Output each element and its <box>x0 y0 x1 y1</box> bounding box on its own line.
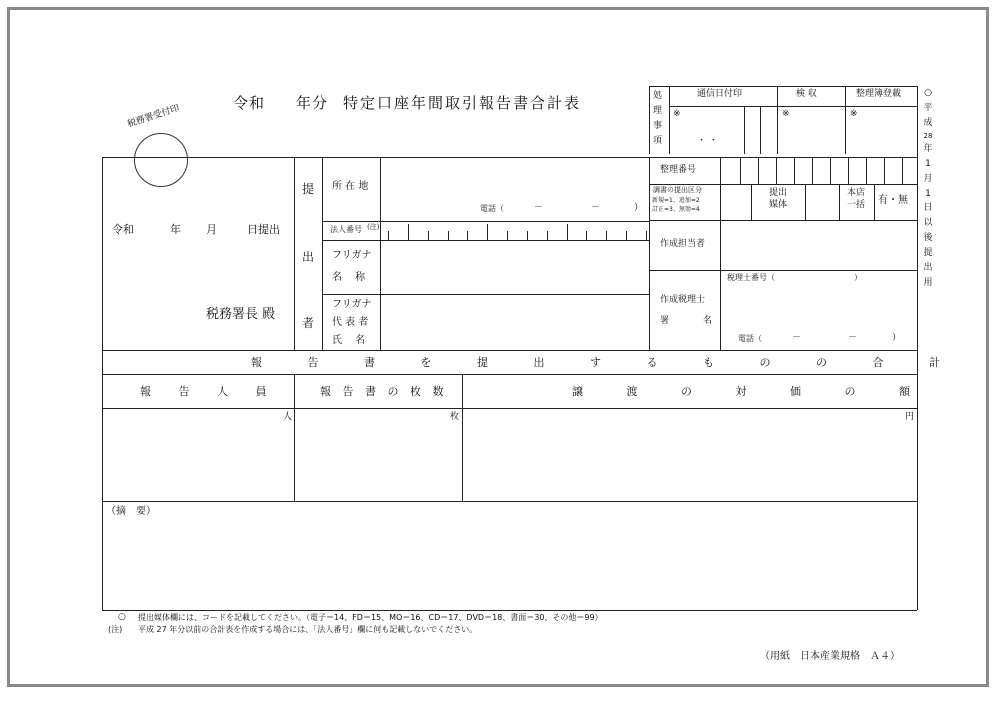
side-vertical-char: 以 <box>923 218 933 229</box>
seiri-cell-divider <box>740 157 741 184</box>
furigana-label-1: フリガナ <box>332 250 372 261</box>
seiri-cell-divider <box>902 157 903 184</box>
remarks-label: （摘 要） <box>106 506 156 517</box>
digit-box-divider <box>527 231 528 240</box>
unit-yen: 円 <box>905 412 915 422</box>
digit-box-divider <box>567 224 568 240</box>
kenshu-label: 検 収 <box>796 89 817 99</box>
teishutsusha-2: 出 <box>302 250 315 264</box>
date-nen: 年 <box>170 223 181 236</box>
teishutsu-baitai-1: 提出 <box>769 188 788 198</box>
seiri-cell-divider <box>884 157 885 184</box>
year-suffix: 年分 <box>296 94 329 112</box>
zeirishi-phone-close: ） <box>892 333 902 343</box>
honten-1: 本店 <box>847 188 866 198</box>
shimei-label: 氏 名 <box>332 335 366 346</box>
teishutsu-baitai-2: 媒体 <box>769 200 788 210</box>
side-vertical-char: 日 <box>923 203 933 214</box>
digit-box-divider <box>547 231 548 240</box>
side-vertical-char: 後 <box>923 233 933 244</box>
umu-choice[interactable]: 有・無 <box>878 195 908 206</box>
shori-3: 事 <box>653 121 663 131</box>
shozaichi-label: 所 在 地 <box>332 181 369 192</box>
side-vertical-char: 平 <box>923 102 933 113</box>
sakusei-tanto-label: 作成担当者 <box>660 239 706 249</box>
digit-box-divider <box>448 231 449 240</box>
date-tsuki: 月 <box>206 223 217 236</box>
seiri-cell-divider <box>776 157 777 184</box>
teishutsusha-3: 者 <box>302 316 315 330</box>
seiri-cell-divider <box>866 157 867 184</box>
honten-2: 一括 <box>847 200 866 210</box>
digit-box-divider <box>646 231 647 240</box>
shomei-1: 署 <box>660 316 670 326</box>
side-vertical-char: 用 <box>923 277 933 288</box>
date-reiwa: 令和 <box>112 223 134 236</box>
submitter-phone-dash1: － <box>534 203 544 213</box>
date-teishutsu: 日提出 <box>247 223 280 236</box>
reiwa-label: 令和 <box>233 94 266 112</box>
seiri-bango-label: 整理番号 <box>660 165 697 175</box>
unit-persons: 人 <box>283 412 293 422</box>
side-vertical-char: ○ <box>924 88 932 98</box>
side-vertical-text <box>921 86 935 291</box>
kome-1: ※ <box>673 109 681 119</box>
digit-box-divider <box>626 231 627 240</box>
submitter-phone-dash2: － <box>591 203 601 213</box>
date-dots: ・ ・ <box>697 136 718 146</box>
kome-2: ※ <box>782 109 790 119</box>
paper-spec: （用紙 日本産業規格 Ａ４） <box>760 651 900 662</box>
sakusei-zeirishi-label: 作成税理士 <box>660 295 706 305</box>
digit-box-divider <box>507 231 508 240</box>
summary-heading: 報 告 書 を 提 出 す る も の の 合 計 <box>251 356 961 369</box>
seiri-toroku-label: 整理簿登載 <box>856 89 902 99</box>
note1-mark: ○ <box>118 612 126 622</box>
zeirishi-phone-dash1: － <box>792 333 802 343</box>
kubun-line1: 新規=1、追加=2 <box>652 197 700 204</box>
tax-office-chief: 税務署長 殿 <box>206 307 276 322</box>
side-vertical-char: 年 <box>923 144 933 155</box>
teishutsu-kubun-label: 調書の提出区分 <box>653 186 702 194</box>
shori-4: 項 <box>653 136 663 146</box>
digit-box-divider <box>408 224 409 240</box>
seiri-cell-divider <box>794 157 795 184</box>
receipt-stamp-circle <box>134 133 188 187</box>
side-vertical-char: 出 <box>923 262 933 273</box>
digit-box-divider <box>606 231 607 240</box>
form-title: 特定口座年間取引報告書合計表 <box>343 94 582 112</box>
digit-box-divider <box>586 231 587 240</box>
hojin-bango-label: 法人番号 <box>330 225 362 234</box>
note2-text: 平成 27 年分以前の合計表を作成する場合には、「法人番号」欄に何も記載しないでください。 <box>138 625 478 634</box>
unit-sheets: 枚 <box>450 412 460 422</box>
side-vertical-char: 1 <box>925 188 931 199</box>
side-vertical-char: 1 <box>925 158 931 169</box>
teishutsusha-1: 提 <box>302 182 315 196</box>
digit-box-divider <box>487 224 488 240</box>
side-vertical-char: 月 <box>923 173 933 184</box>
submitter-phone-open: 電話（ <box>480 204 504 213</box>
meisho-label: 名 称 <box>332 272 366 283</box>
seiri-cell-divider <box>848 157 849 184</box>
col-report-persons: 報 告 人 員 <box>140 385 279 398</box>
seiri-cell-divider <box>758 157 759 184</box>
daihyo-label: 代 表 者 <box>332 317 369 328</box>
furigana-label-2: フリガナ <box>332 299 372 310</box>
shori-1: 処 <box>653 91 663 101</box>
tsushin-label: 通信日付印 <box>697 89 743 99</box>
zeirishi-phone-open: 電話（ <box>738 334 762 343</box>
zeirishi-bango-close: ） <box>854 273 862 282</box>
zeirishi-bango-label: 税理士番号（ <box>727 273 775 282</box>
kome-3: ※ <box>850 109 858 119</box>
digit-box-divider <box>467 231 468 240</box>
digit-box-divider <box>388 231 389 240</box>
shomei-2: 名 <box>703 316 713 326</box>
side-vertical-char: 成 <box>923 117 933 128</box>
note1-text: 提出媒体欄には、コードを記載してください。（電子＝14、FD＝15、MO＝16、CD＝17、DVD＝18、書面＝30、その他＝99） <box>138 613 603 622</box>
seiri-cell-divider <box>812 157 813 184</box>
col-transfer-amount: 譲 渡 の 対 価 の 額 <box>572 385 930 398</box>
receipt-stamp-label: 税務署受付印 <box>126 103 181 130</box>
digit-box-divider <box>428 231 429 240</box>
seiri-cell-divider <box>830 157 831 184</box>
zeirishi-phone-dash2: － <box>848 333 858 343</box>
col-report-sheets: 報 告 書 の 枚 数 <box>320 385 448 398</box>
note2-mark: (注) <box>108 625 123 634</box>
side-vertical-char: 28 <box>923 131 933 140</box>
submitter-phone-close: ） <box>634 203 644 213</box>
hojin-bango-note: (注) <box>367 223 380 231</box>
side-vertical-char: 提 <box>923 247 933 258</box>
kubun-line2: 訂正=3、無効=4 <box>652 206 700 213</box>
shori-2: 理 <box>653 106 663 116</box>
